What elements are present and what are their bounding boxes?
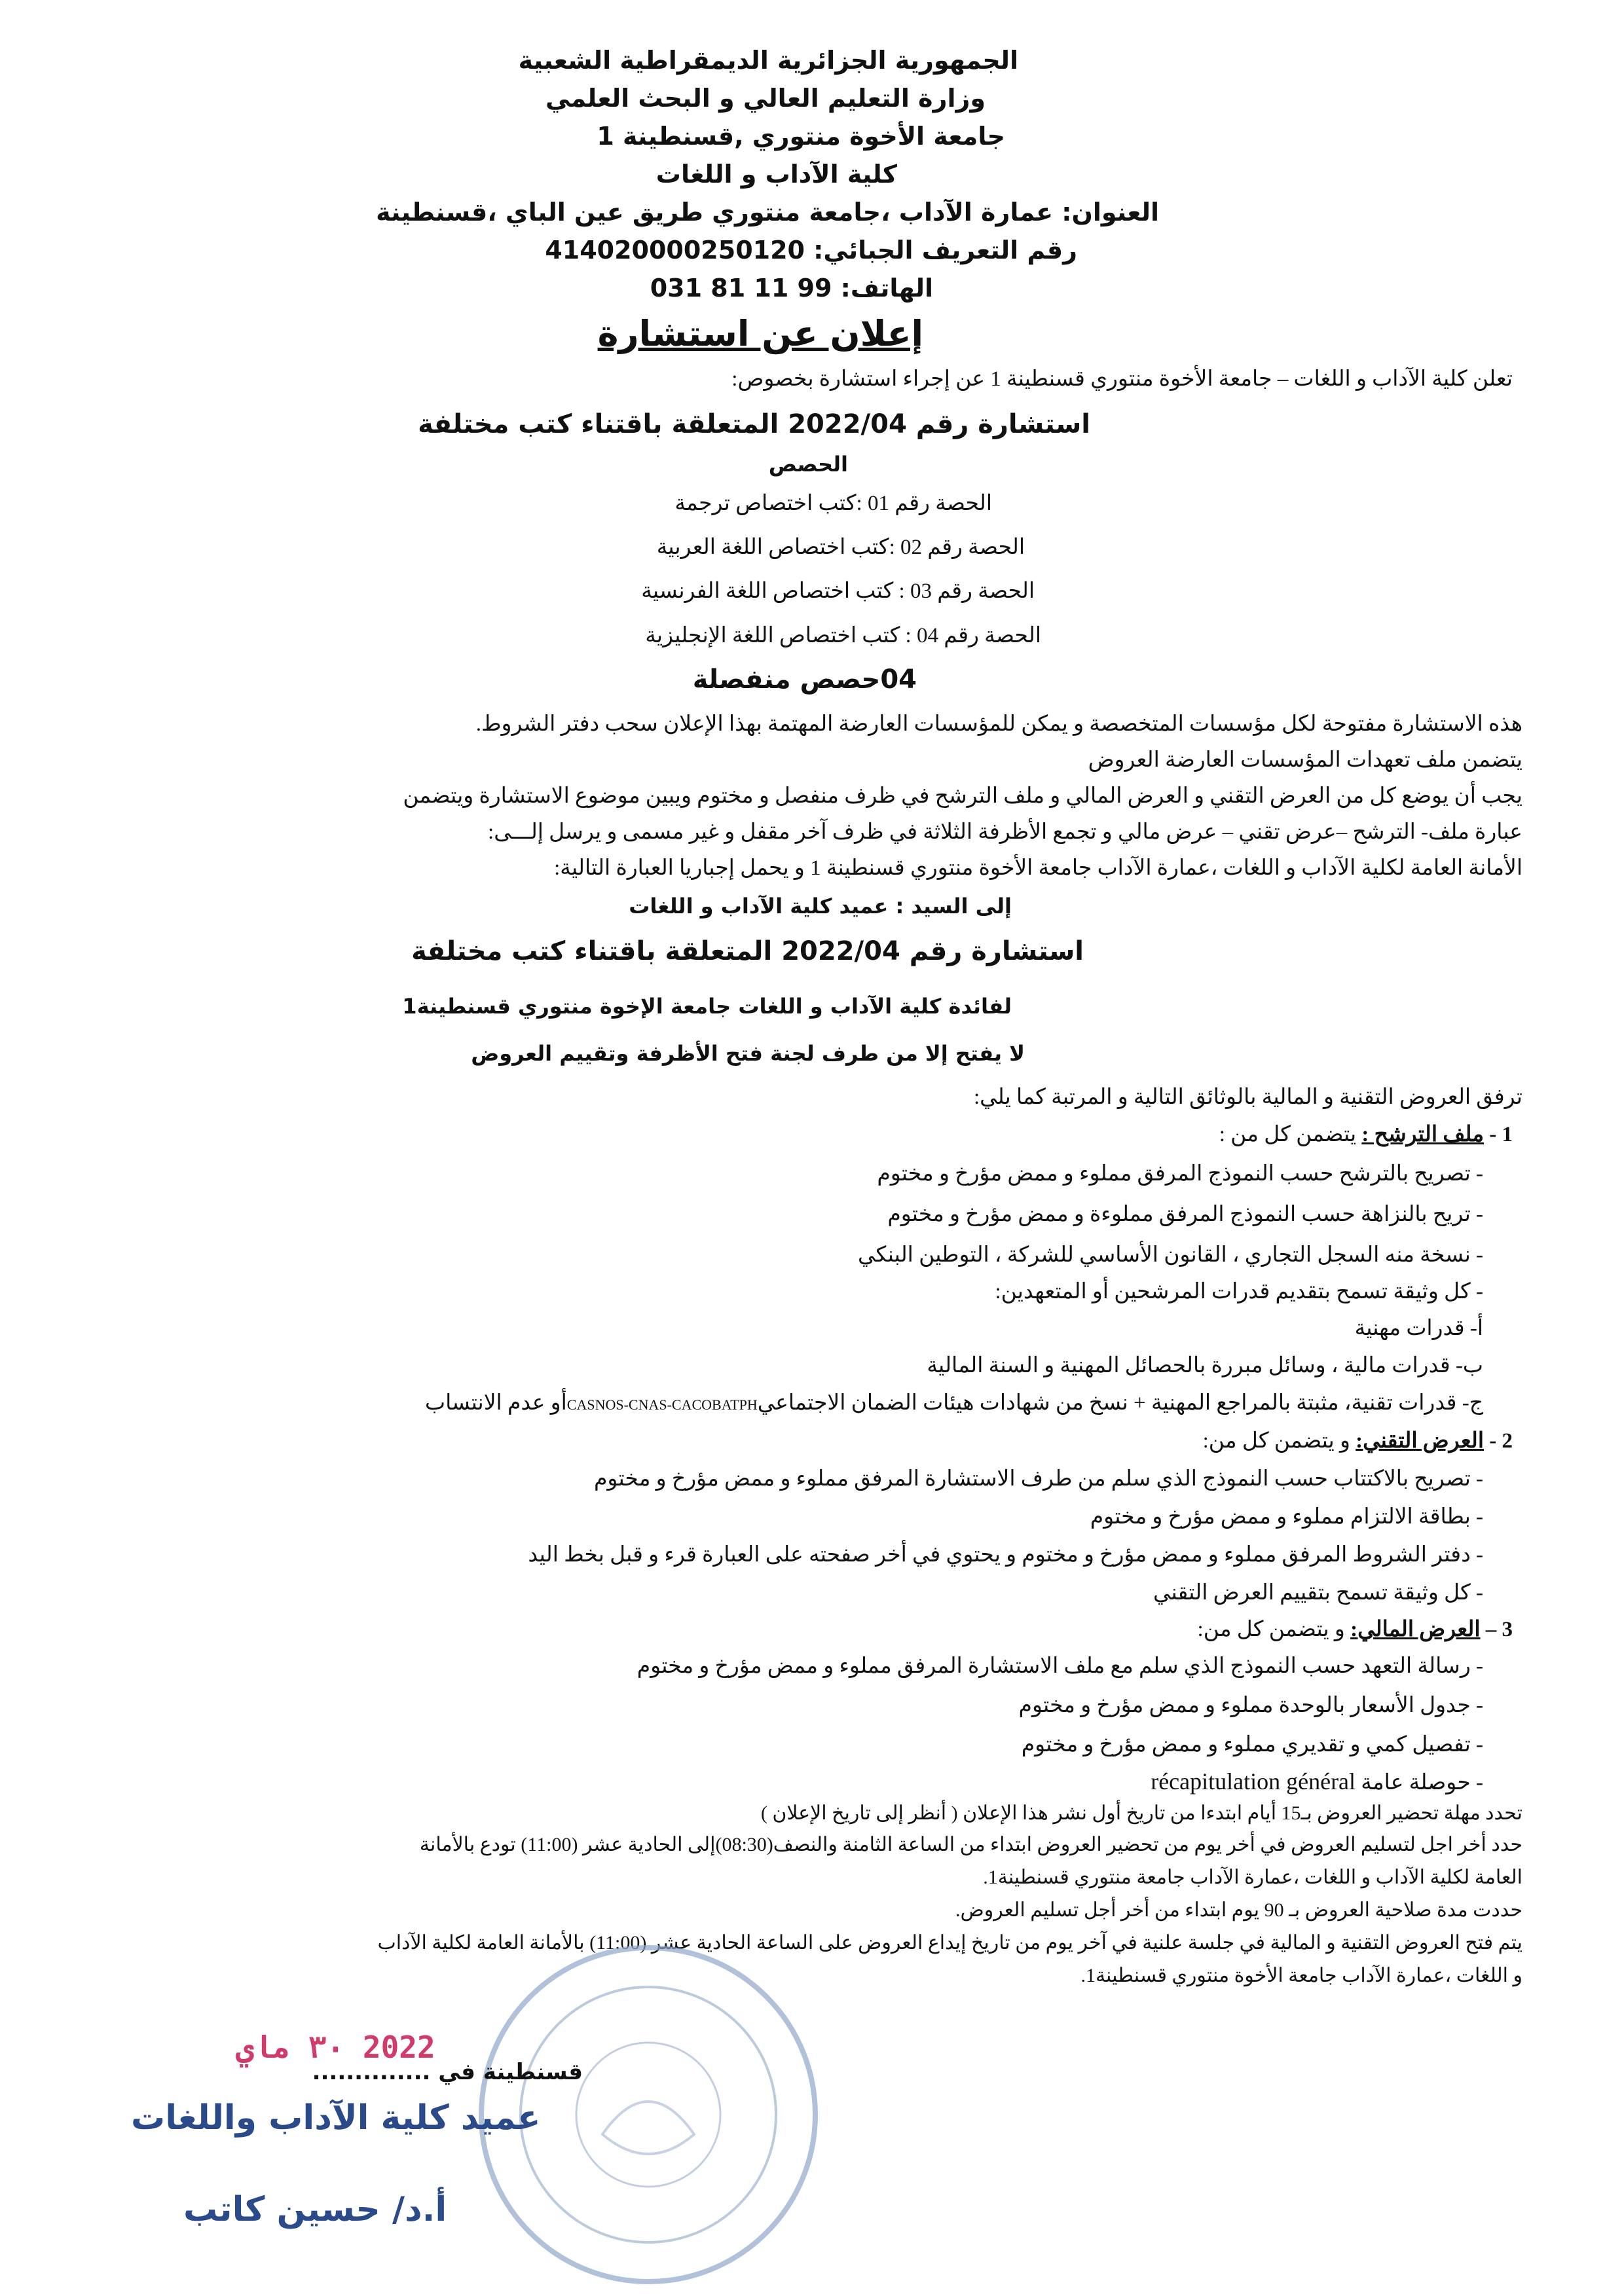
lot-item: الحصة رقم 04 : كتب اختصاص اللغة الإنجليزية [645,624,1041,647]
section3-rest: و يتضمن كل من: [1197,1618,1345,1641]
list-item: - جدول الأسعار بالوحدة مملوء و ممض مؤرخ و مختوم [1018,1694,1483,1717]
section1-rest: يتضمن كل من : [1219,1123,1357,1146]
header-tax-id: رقم التعريف الجبائي: 414020000250120 [545,236,1077,264]
paragraph: عبارة ملف- الترشح –عرض تقني – عرض مالي و تجمع الأظرفة الثلاثة في ظرف آخر مقفل و غير مسمى و يرسل إلـــى: [488,820,1522,844]
section3-heading [1198,1616,1513,1642]
list-item: - كل وثيقة تسمح بتقييم العرض التقني [1153,1581,1483,1605]
closing-line: تحدد مهلة تحضير العروض بـ15 أيام ابتدءا من تاريخ أول نشر هذا الإعلان ( أنظر إلى تاريخ الإعلان ) [760,1802,1522,1824]
closing-line: يتم فتح العروض التقنية و المالية في جلسة علنية في آخر يوم من تاريخ إيداع العروض على الساعة الحادية عشر (11:00) بالأمانة العامة لكلية الآداب [377,1932,1522,1954]
closing-line: و اللغات ،عمارة الآداب جامعة الأخوة منتوري قسنطينة1. [1080,1965,1522,1986]
section2-label: العرض التقني: [1356,1429,1484,1453]
header-ministry: وزارة التعليم العالي و البحث العلمي [545,84,986,113]
list-item-orgs: CASNOS-CNAS-CACOBATPH [566,1396,758,1413]
list-item: - تصريح بالترشح حسب النموذج المرفق مملوء و ممض مؤرخ و مختوم [877,1162,1483,1186]
list-item: - تريح بالنزاهة حسب النموذج المرفق مملوءة و ممض مؤرخ و مختوم [887,1203,1483,1226]
section3-label: العرض المالي: [1350,1618,1481,1641]
attach-intro: ترفق العروض التقنية و المالية بالوثائق التالية و المرتبة كما يلي: [974,1085,1522,1109]
header-address: العنوان: عمارة الآداب ،جامعة منتوري طريق عين الباي ،قسنطينة [376,198,1159,227]
section2-rest: و يتضمن كل من: [1202,1429,1350,1453]
lots-heading: الحصص [768,452,848,477]
lot-item: الحصة رقم 02 :كتب اختصاص اللغة العربية [656,536,1025,559]
list-item: - تصريح بالاكتتاب حسب النموذج الذي سلم من طرف الاستشارة المرفق مملوء و ممض مؤرخ و مختوم [593,1467,1483,1491]
header-faculty: كلية الآداب و اللغات [655,160,897,189]
intro-text: تعلن كلية الآداب و اللغات – جامعة الأخوة منتوري قسنطينة 1 عن إجراء استشارة بخصوص: [731,367,1513,391]
dean-name: أ.د/ حسين كاتب [183,2190,447,2229]
list-item: - دفتر الشروط المرفق مملوء و ممض مؤرخ و مختوم و يحتوي في أخر صفحته على العبارة قرء و قبل بخط اليد [528,1543,1483,1567]
list-item-text: أو عدم الانتساب [425,1391,567,1415]
list-item: - بطاقة الالتزام مملوء و ممض مؤرخ و مختوم [1090,1505,1483,1529]
envelope-for: لفائدة كلية الآداب و اللغات جامعة الإخوة منتوري قسنطينة1 [402,994,1012,1019]
list-item: أ- قدرات مهنية [1354,1317,1483,1340]
header-phone: الهاتف: 99 11 81 031 [650,274,933,302]
consultation-title: استشارة رقم 2022/04 المتعلقة باقتناء كتب مختلفة [418,409,1090,439]
section1-number: 1 - [1489,1123,1513,1146]
section3-number: 3 – [1485,1618,1513,1641]
list-item-text: ج- قدرات تقنية، مثبتة بالمراجع المهنية + نسخ من شهادات هيئات الضمان الاجتماعي [757,1391,1483,1415]
envelope-consultation: استشارة رقم 2022/04 المتعلقة باقتناء كتب مختلفة [411,936,1084,966]
section2-number: 2 - [1489,1429,1513,1453]
envelope-to: إلى السيد : عميد كلية الآداب و اللغات [629,894,1012,919]
list-item [425,1389,1483,1415]
list-item: - كل وثيقة تسمح بتقديم قدرات المرشحين أو المتعهدين: [995,1280,1483,1303]
signature-place: قسنطينة في .............. [312,2059,583,2085]
lot-item: الحصة رقم 01 :كتب اختصاص ترجمة [674,492,992,515]
paragraph: يتضمن ملف تعهدات المؤسسات العارضة العروض [1088,748,1522,772]
section1-label: ملف الترشح : [1361,1123,1484,1146]
list-item-text: - حوصلة عامة [1361,1771,1483,1795]
lot-item: الحصة رقم 03 : كتب اختصاص اللغة الفرنسية [641,579,1035,603]
closing-line: حدد أخر اجل لتسليم العروض في أخر يوم من تحضير العروض ابتداء من الساعة الثامنة والنصف(08:30)إلى الحادية عشر (11:00) تودع بالأمانة [419,1834,1522,1855]
envelope-do-not-open: لا يفتح إلا من طرف لجنة فتح الأظرفة وتقييم العروض [471,1041,1025,1066]
list-item-french: récapitulation général [1151,1768,1356,1795]
header-republic: الجمهورية الجزائرية الديمقراطية الشعبية [518,46,1018,75]
closing-line: العامة لكلية الآداب و اللغات ،عمارة الآداب جامعة منتوري قسنطينة1. [983,1867,1522,1888]
page-title: إعلان عن استشارة [597,313,923,354]
list-item: - تفصيل كمي و تقديري مملوء و ممض مؤرخ و مختوم [1021,1733,1483,1757]
dean-title: عميد كلية الآداب واللغات [131,2098,541,2138]
section2-heading [1203,1427,1513,1453]
header-university: جامعة الأخوة منتوري ,قسنطينة 1 [597,122,1005,151]
list-item [1151,1768,1483,1795]
paragraph: الأمانة العامة لكلية الآداب و اللغات ،عمارة الآداب جامعة الأخوة منتوري قسنطينة 1 و يحمل إجباريا العبارة التالية: [554,856,1522,880]
section1-heading [1219,1121,1513,1147]
list-item: - نسخة منه السجل التجاري ، القانون الأساسي للشركة ، التوطين البنكي [857,1243,1483,1267]
paragraph: هذه الاستشارة مفتوحة لكل مؤسسات المتخصصة و يمكن للمؤسسات العارضة المهتمة بهذا الإعلان سحب دفتر الشروط. [475,712,1522,736]
lots-separate: 04حصص منفصلة [692,665,917,695]
closing-line: حددت مدة صلاحية العروض بـ 90 يوم ابتداء من أخر أجل تسليم العروض. [955,1899,1522,1921]
list-item: - رسالة التعهد حسب النموذج الذي سلم مع ملف الاستشارة المرفق مملوء و ممض مؤرخ و مختوم [637,1654,1483,1678]
date-stamp: 2022 ٣٠ ماي [236,2030,435,2065]
list-item: ب- قدرات مالية ، وسائل مبررة بالحصائل المهنية و السنة المالية [927,1354,1483,1377]
paragraph: يجب أن يوضع كل من العرض التقني و العرض المالي و ملف الترشح في ظرف منفصل و مختوم ويبين موضوع الاستشارة ويتضمن [403,784,1522,808]
